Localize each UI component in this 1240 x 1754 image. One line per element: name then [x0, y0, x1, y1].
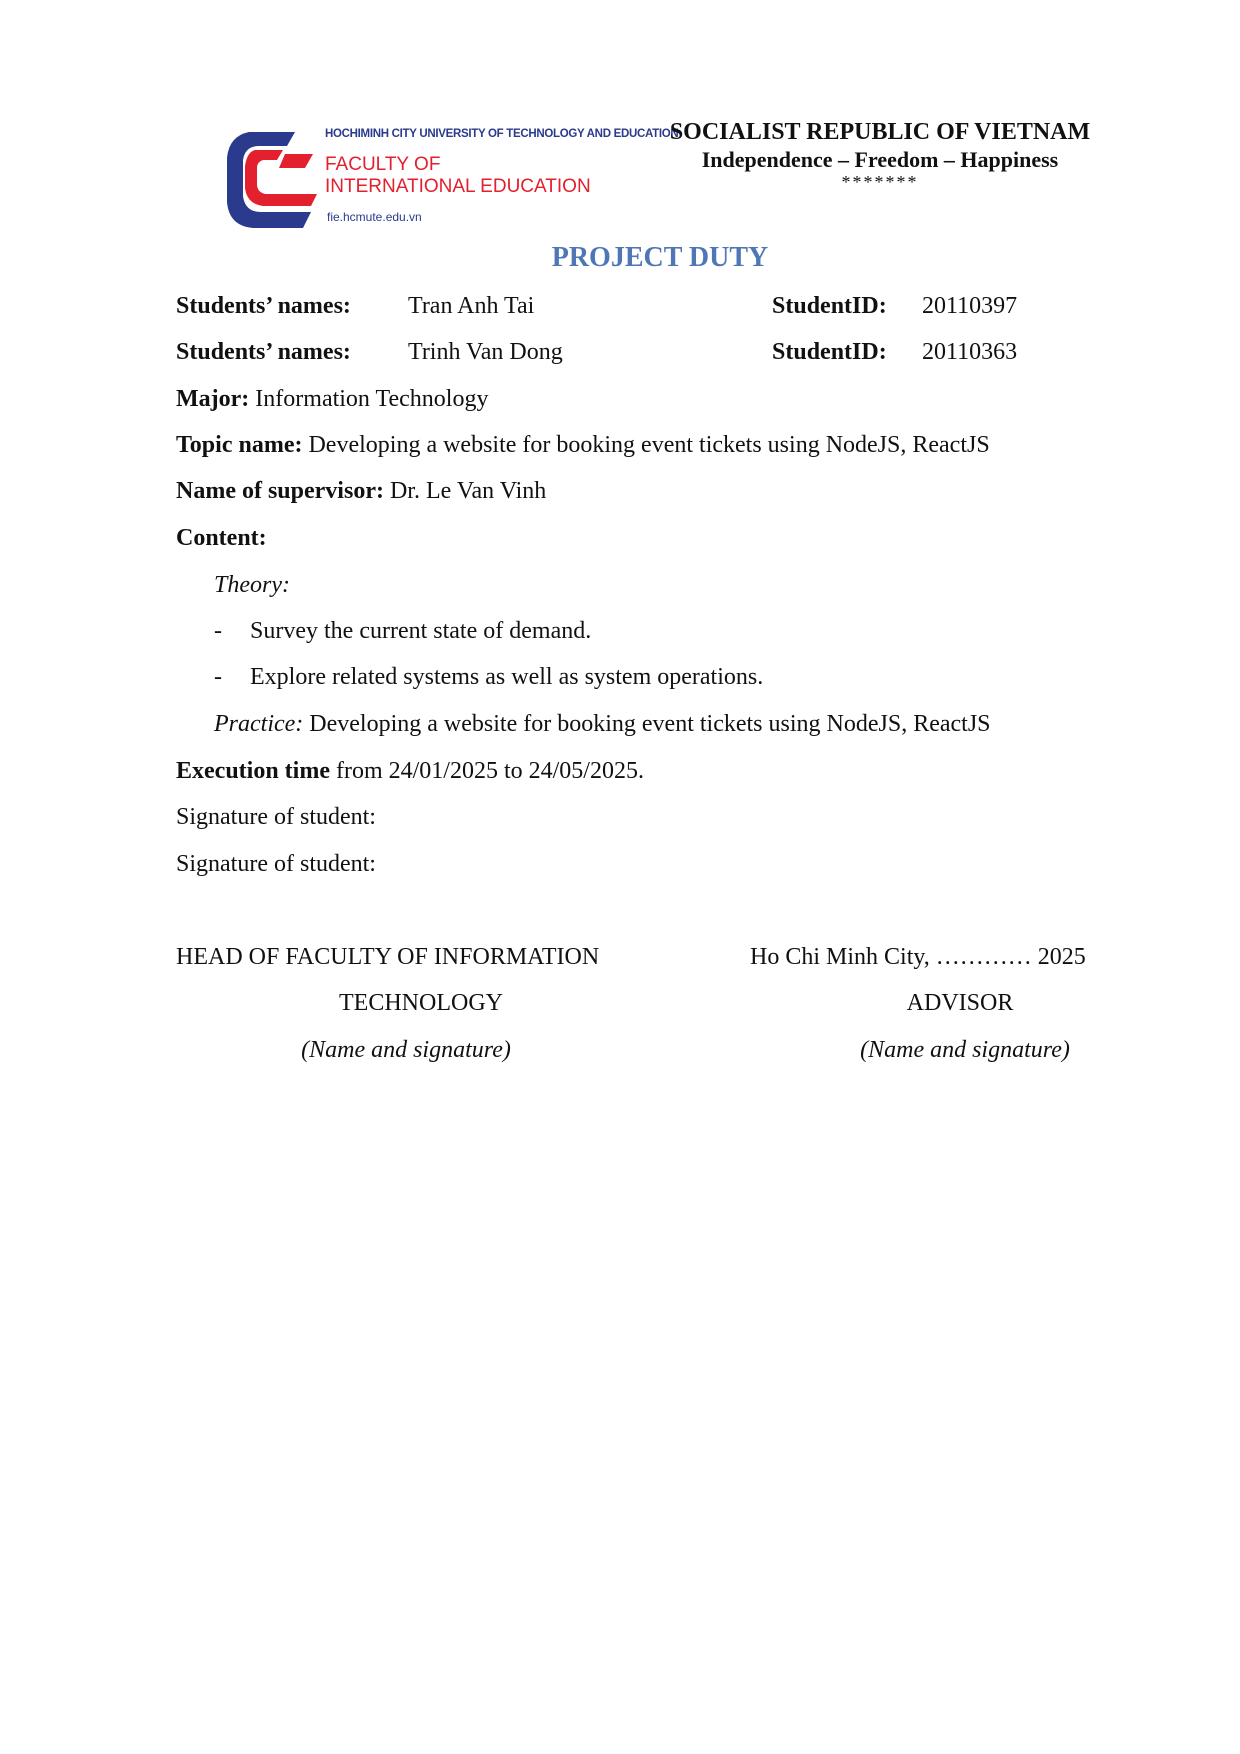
logo-url: fie.hcmute.edu.vn [327, 210, 422, 224]
header-stars: ******* [841, 172, 919, 192]
practice-value: Developing a website for booking event tickets using NodeJS, ReactJS [309, 711, 991, 737]
logo-faculty-line2: INTERNATIONAL EDUCATION [325, 176, 591, 197]
student-signature-1: Signature of student: [176, 804, 376, 830]
topic-label: Topic name: [176, 432, 303, 458]
logo-faculty-line1: FACULTY OF [325, 154, 441, 175]
major-label: Major: [176, 386, 250, 412]
advisor-signature-note: (Name and signature) [860, 1037, 1070, 1063]
supervisor-line [176, 478, 546, 505]
faculty-logo-mark [225, 124, 323, 234]
topic-line [176, 432, 990, 459]
advisor-title: ADVISOR [906, 990, 1014, 1016]
national-motto: Independence – Freedom – Happiness [701, 147, 1059, 172]
theory-label: Theory: [214, 572, 290, 598]
city-date-line: Ho Chi Minh City, ………… 2025 [750, 944, 1086, 970]
head-of-faculty-title-line2: TECHNOLOGY [339, 990, 503, 1016]
faculty-logo [225, 124, 679, 234]
student-2-id-label: StudentID: [772, 339, 887, 365]
student-1-id: 20110397 [922, 293, 1018, 319]
content-heading [176, 525, 267, 552]
student-2-name: Trinh Van Dong [408, 339, 563, 365]
practice-label: Practice: [214, 711, 304, 737]
execution-line [176, 758, 644, 785]
practice-line [214, 711, 991, 738]
topic-value: Developing a website for booking event tickets using NodeJS, ReactJS [308, 432, 990, 458]
page-title: PROJECT DUTY [551, 242, 769, 273]
head-of-faculty-title-line1: HEAD OF FACULTY OF INFORMATION [176, 944, 600, 970]
national-header [640, 118, 1120, 190]
execution-value: from 24/01/2025 to 24/05/2025. [335, 758, 644, 784]
execution-label: Execution time [176, 758, 330, 784]
major-line [176, 386, 488, 413]
major-value: Information Technology [255, 386, 489, 412]
student-1-id-label: StudentID: [772, 293, 887, 319]
student-2-id: 20110363 [922, 339, 1018, 365]
theory-item: Survey the current state of demand. [250, 618, 592, 644]
bullet-marker: - [214, 618, 222, 644]
student-1-name-label: Students’ names: [176, 293, 351, 319]
supervisor-label: Name of supervisor: [176, 478, 384, 504]
content-label: Content: [176, 525, 267, 551]
country-name: SOCIALIST REPUBLIC OF VIETNAM [669, 119, 1091, 145]
student-signature-2: Signature of student: [176, 851, 376, 877]
head-of-faculty-signature-note: (Name and signature) [301, 1037, 511, 1063]
student-2-name-label: Students’ names: [176, 339, 351, 365]
bullet-marker: - [214, 664, 222, 690]
logo-university-name: HOCHIMINH CITY UNIVERSITY OF TECHNOLOGY AND EDUCATION [325, 128, 679, 140]
theory-item: Explore related systems as well as system operations. [250, 664, 764, 690]
student-1-name: Tran Anh Tai [408, 293, 535, 319]
supervisor-value: Dr. Le Van Vinh [389, 478, 547, 504]
